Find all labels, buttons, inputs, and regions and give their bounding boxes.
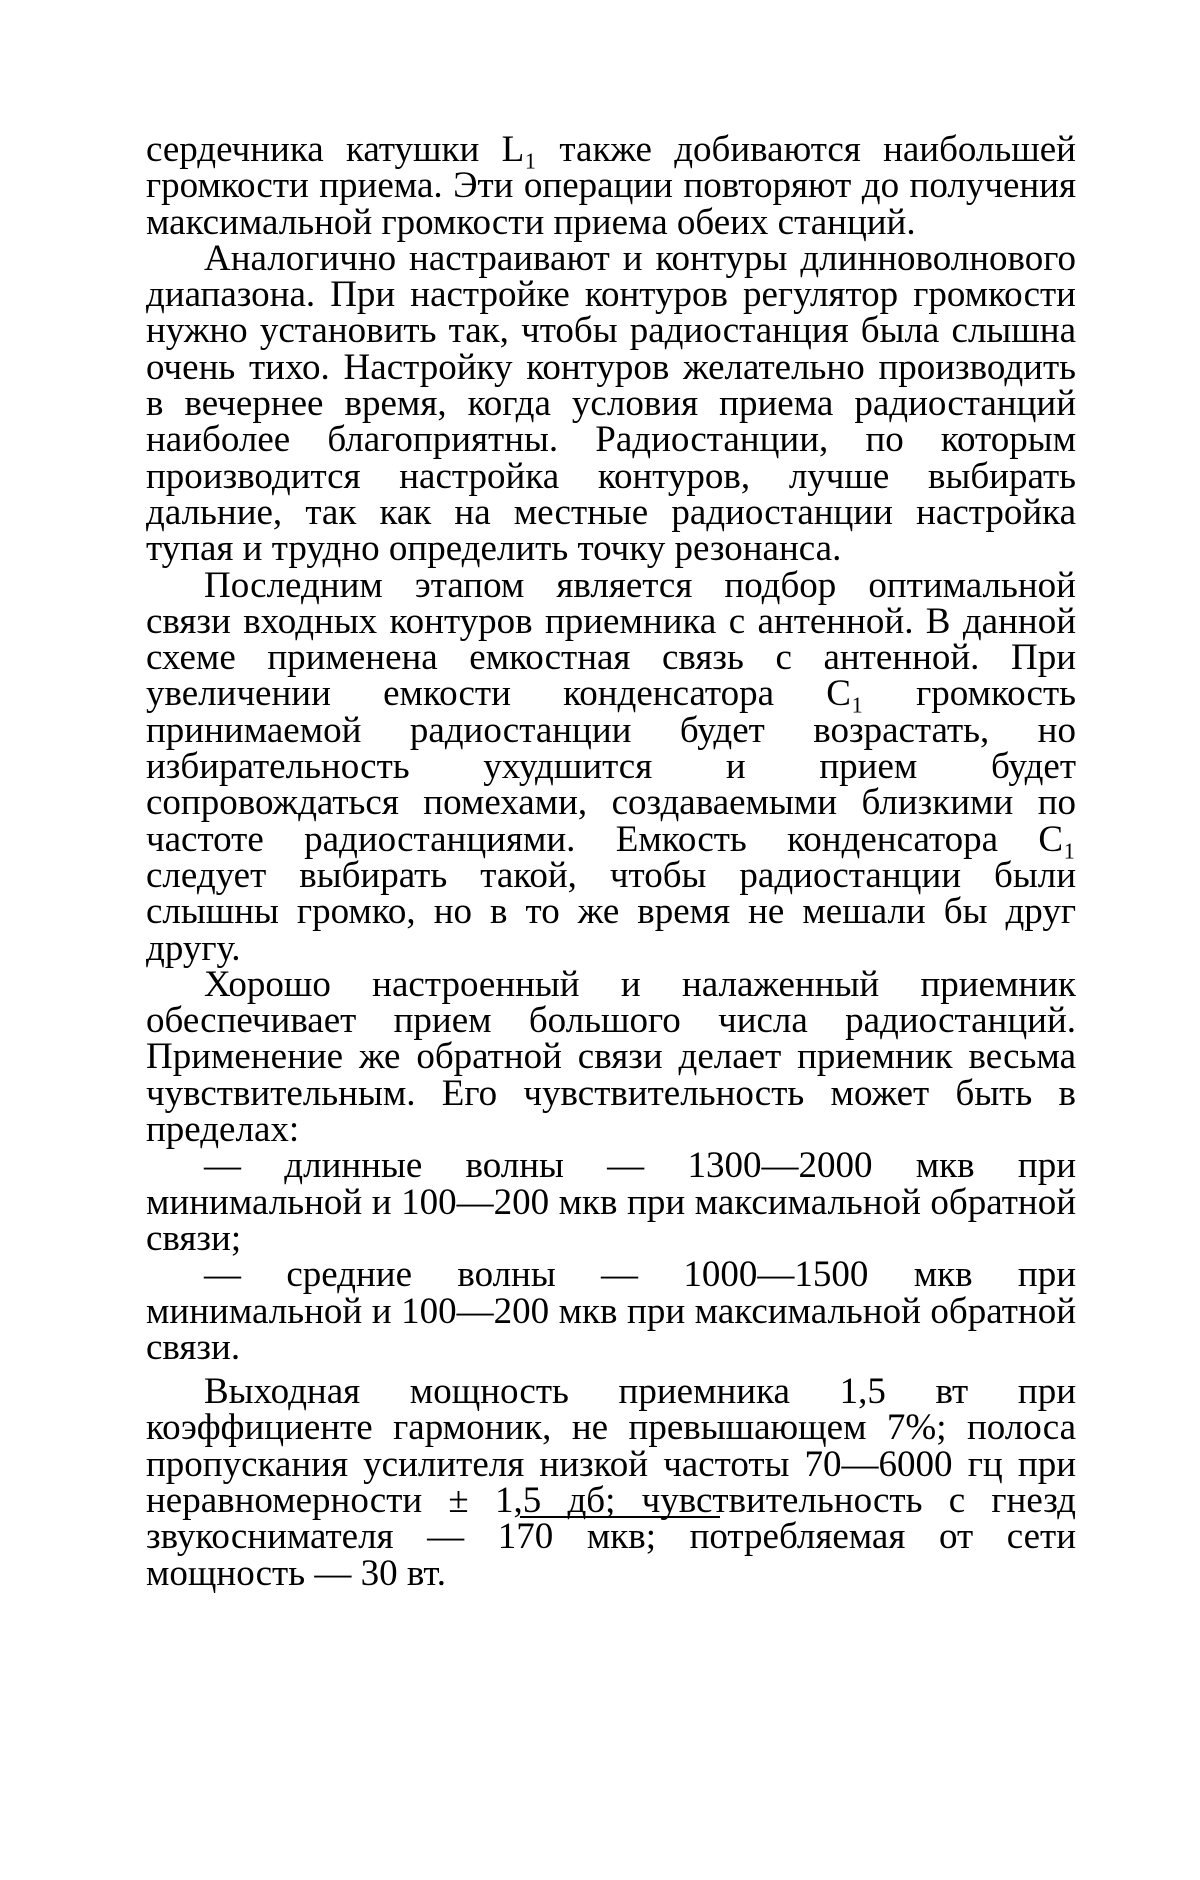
paragraph-long-wave-tuning: Аналогично настраивают и контуры длинноволнового диапазона. При настройке контуров регулятор громкости нужно установить так, чтобы радиостанция была слышна очень тихо. Настройку контуров желательно производить в вечернее время, когда условия приема радиостанций наиболее благоприятны. Радиостанции, по которым производится настройка контуров, лучше выбирать дальние, так как на местные радиостанции настройка тупая и трудно определить точку резонанса. bbox=[146, 237, 1076, 570]
paragraph-continuation: сердечника катушки L₁ также добиваются наибольшей громкости приема. Эти операции повторяют до получения максимальной громкости приема обеих станций. bbox=[146, 129, 1076, 243]
page-body bbox=[146, 129, 1076, 1594]
paragraph-output-specs: Выходная мощность приемника 1,5 вт при коэффициенте гармоник, не превышающем 7%; полоса пропускания усилителя низкой частоты 70—6000 гц при неравномерности ± 1,5 дб; чувствительность с гнезд звукоснимателя — 170 мкв; потребляемая от сети мощность — 30 вт. bbox=[146, 1371, 1076, 1594]
section-end-rule bbox=[520, 1516, 720, 1518]
paragraph-antenna-coupling: Последним этапом является подбор оптимальной связи входных контуров приемника с антенной. В данной схеме применена емкостная связь с антенной. При увеличении емкости конденсатора C₁ громкость принимаемой радиостанции будет возрастать, но избирательность ухудшится и прием будет сопровождаться помехами, создаваемыми близкими по частоте радиостанциями. Емкость конденсатора C₁ следует выбирать такой, чтобы радиостанции были слышны громко, но в то же время не мешали бы друг другу. bbox=[146, 564, 1076, 969]
paragraph-sensitivity-intro: Хорошо настроенный и налаженный приемник обеспечивает прием большого числа радиостанций. Применение же обратной связи делает приемник весьма чувствительным. Его чувствительность может быть в пределах: bbox=[146, 963, 1076, 1151]
list-item-long-waves: — длинные волны — 1300—2000 мкв при минимальной и 100—200 мкв при максимальной обратной связи; bbox=[146, 1145, 1076, 1259]
list-item-medium-waves: — средние волны — 1000—1500 мкв при минимальной и 100—200 мкв при максимальной обратной связи. bbox=[146, 1254, 1076, 1368]
